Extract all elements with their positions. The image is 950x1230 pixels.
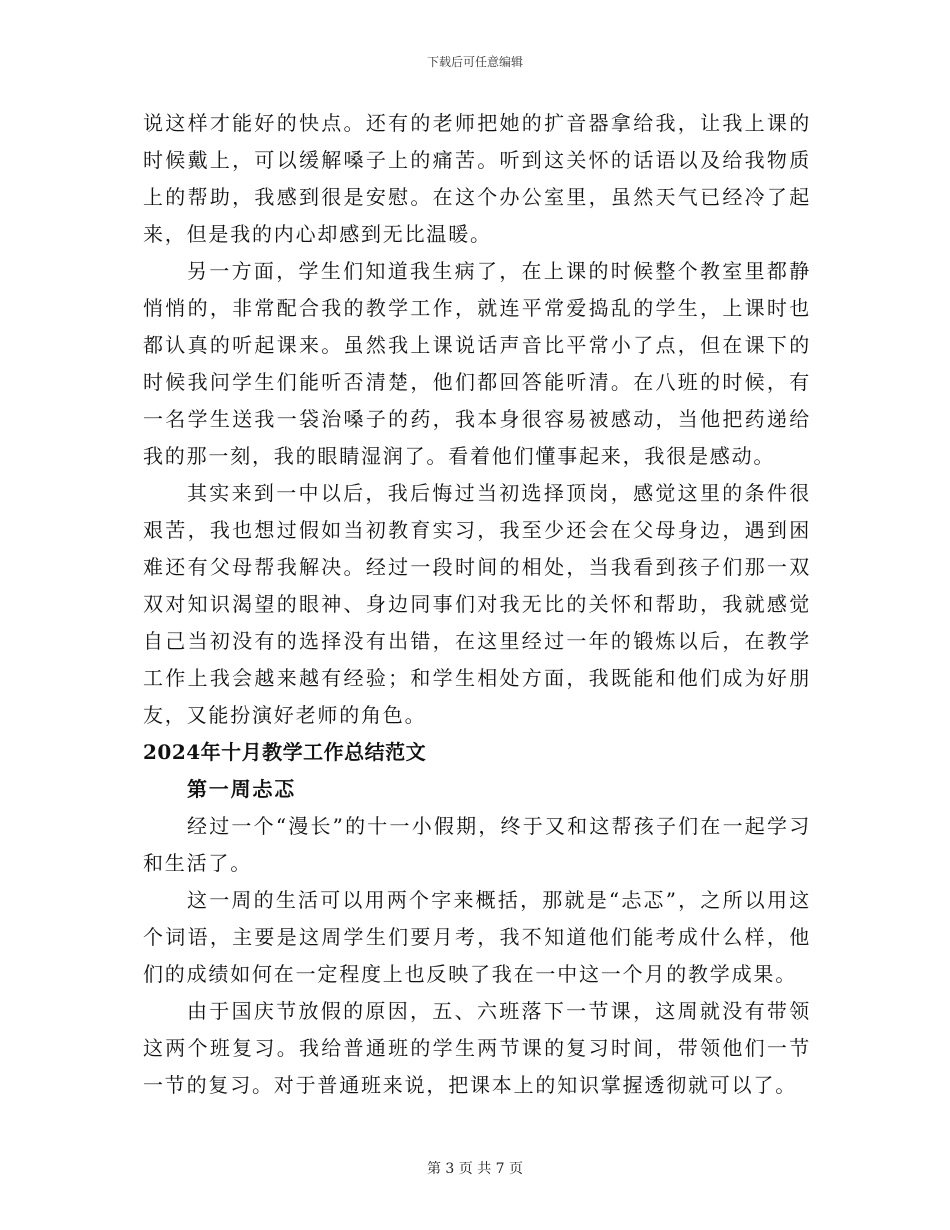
paragraph-5: 这一周的生活可以用两个字来概括，那就是“忐忑”，之所以用这个词语，主要是这周学生们要月考，我不知道他们能考成什么样，他们的成绩如何在一定程度上也反映了我在一中这一个月的教学成果。 [143, 888, 811, 986]
sub-title: 第一周忐忑 [187, 777, 296, 801]
paragraph-1: 说这样才能好的快点。还有的老师把她的扩音器拿给我，让我上课的时候戴上，可以缓解嗓子上的痛苦。听到这关怀的话语以及给我物质上的帮助，我感到很是安慰。在这个办公室里，虽然天气已经冷了起来，但是我的内心却感到无比温暖。 [143, 111, 811, 246]
section-title: 2024年十月教学工作总结范文 [143, 740, 427, 764]
paragraph-2: 另一方面，学生们知道我生病了，在上课的时候整个教室里都静悄悄的，非常配合我的教学工作，就连平常爱捣乱的学生，上课时也都认真的听起课来。虽然我上课说话声音比平常小了点，但在课下的时候我问学生们能听否清楚，他们都回答能听清。在八班的时候，有一名学生送我一袋治嗓子的药，我本身很容易被感动，当他把药递给我的那一刻，我的眼睛湿润了。看着他们懂事起来，我很是感动。 [143, 259, 811, 468]
document-body [143, 105, 811, 1104]
paragraph-6: 由于国庆节放假的原因，五、六班落下一节课，这周就没有带领这两个班复习。我给普通班的学生两节课的复习时间，带领他们一节一节的复习。对于普通班来说，把课本上的知识掌握透彻就可以了。 [143, 999, 811, 1097]
page-number: 第 3 页 共 7 页 [426, 1161, 524, 1177]
paragraph-3: 其实来到一中以后，我后悔过当初选择顶岗，感觉这里的条件很艰苦，我也想过假如当初教育实习，我至少还会在父母身边，遇到困难还有父母帮我解决。经过一段时间的相处，当我看到孩子们那一双双对知识渴望的眼神、身边同事们对我无比的关怀和帮助，我就感觉自己当初没有的选择没有出错，在这里经过一年的锻炼以后，在教学工作上我会越来越有经验；和学生相处方面，我既能和他们成为好朋友，又能扮演好老师的角色。 [143, 481, 811, 727]
paragraph-4: 经过一个“漫长”的十一小假期，终于又和这帮孩子们在一起学习和生活了。 [143, 814, 811, 875]
header-note: 下载后可任意编辑 [426, 55, 523, 69]
